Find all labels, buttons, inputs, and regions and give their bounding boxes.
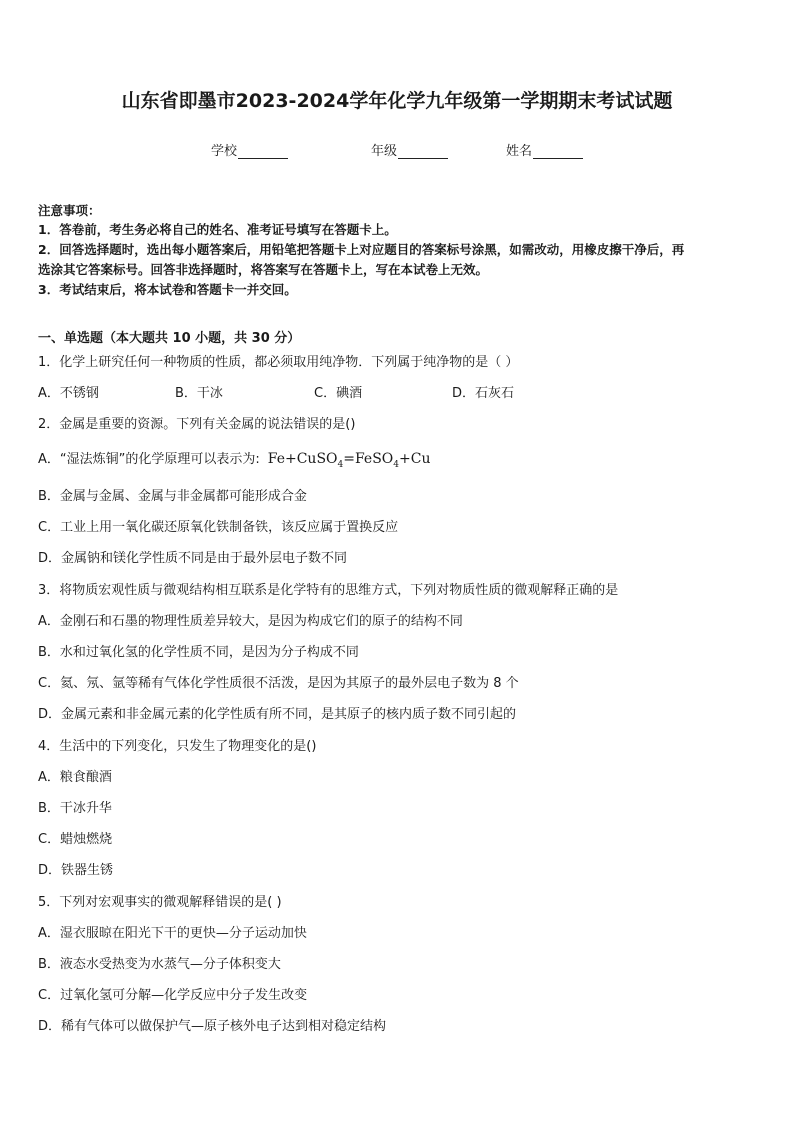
instruction-item: 3．考试结束后，将本试卷和答题卡一并交回。 xyxy=(38,282,297,297)
option-d[interactable]: D．稀有气体可以做保护气—原子核外电子达到相对稳定结构 xyxy=(38,1019,387,1034)
option-c[interactable]: C．碘酒 xyxy=(314,386,363,401)
instruction-item: 2．回答选择题时，选出每小题答案后，用铅笔把答题卡上对应题目的答案标号涂黑，如需改动，用橡皮擦干净后，再 xyxy=(38,242,685,257)
question-1-stem: 1．化学上研究任何一种物质的性质，都必须取用纯净物．下列属于纯净物的是（ ） xyxy=(38,355,519,370)
option-d[interactable]: D．金属元素和非金属元素的化学性质有所不同，是其原子的核内质子数不同引起的 xyxy=(38,707,517,722)
student-info-fields xyxy=(0,140,794,160)
option-c[interactable]: C．氦、氖、氩等稀有气体化学性质很不活泼，是因为其原子的最外层电子数为 8 个 xyxy=(38,676,519,691)
grade-field xyxy=(371,140,448,159)
option-c[interactable]: C．过氧化氢可分解—化学反应中分子发生改变 xyxy=(38,988,308,1003)
option-a[interactable] xyxy=(38,450,431,474)
question-4-stem: 4．生活中的下列变化，只发生了物理变化的是() xyxy=(38,739,317,754)
option-a[interactable]: A．金刚石和石墨的物理性质差异较大，是因为构成它们的原子的结构不同 xyxy=(38,614,463,629)
option-a[interactable]: A．湿衣服晾在阳光下干的更快—分子运动加快 xyxy=(38,926,307,941)
option-c[interactable]: C．工业上用一氧化碳还原氧化铁制备铁，该反应属于置换反应 xyxy=(38,520,399,535)
option-a-text: A．“湿法炼铜”的化学原理可以表示为: xyxy=(38,452,260,467)
instruction-item: 1．答卷前，考生务必将自己的姓名、准考证号填写在答题卡上。 xyxy=(38,222,397,237)
option-a[interactable]: A．粮食酿酒 xyxy=(38,770,112,785)
grade-label: 年级 xyxy=(371,144,398,159)
instruction-item: 选涂其它答案标号。回答非选择题时，将答案写在答题卡上，写在本试卷上无效。 xyxy=(38,262,489,277)
option-b[interactable]: B．金属与金属、金属与非金属都可能形成合金 xyxy=(38,489,307,504)
name-blank[interactable] xyxy=(533,145,583,159)
page-title: 山东省即墨市2023-2024学年化学九年级第一学期期末考试试题 xyxy=(121,90,673,112)
name-label: 姓名 xyxy=(506,144,533,159)
school-blank[interactable] xyxy=(238,145,288,159)
option-d[interactable]: D．铁器生锈 xyxy=(38,863,114,878)
question-5-stem: 5．下列对宏观事实的微观解释错误的是( ) xyxy=(38,895,282,910)
option-c[interactable]: C．蜡烛燃烧 xyxy=(38,832,113,847)
section-heading: 一、单选题（本大题共 10 小题，共 30 分） xyxy=(38,331,301,346)
option-b[interactable]: B．液态水受热变为水蒸气—分子体积变大 xyxy=(38,957,281,972)
option-a[interactable]: A．不锈钢 xyxy=(38,386,99,401)
instructions-heading: 注意事项： xyxy=(38,203,101,218)
question-3-stem: 3．将物质宏观性质与微观结构相互联系是化学特有的思维方式，下列对物质性质的微观解释正确的是 xyxy=(38,583,619,598)
grade-blank[interactable] xyxy=(398,145,448,159)
name-field xyxy=(506,140,583,159)
school-field xyxy=(211,140,288,159)
school-label: 学校 xyxy=(211,144,238,159)
chemical-equation: Fe+CuSO$_4$=FeSO$_4$+Cu xyxy=(267,451,431,470)
question-2-stem: 2．金属是重要的资源。下列有关金属的说法错误的是() xyxy=(38,417,356,432)
option-b[interactable]: B．水和过氧化氢的化学性质不同，是因为分子构成不同 xyxy=(38,645,359,660)
instructions xyxy=(38,201,760,300)
option-d[interactable]: D．石灰石 xyxy=(452,386,515,401)
option-b[interactable]: B．干冰升华 xyxy=(38,801,112,816)
option-d[interactable]: D．金属钠和镁化学性质不同是由于最外层电子数不同 xyxy=(38,551,348,566)
option-b[interactable]: B．干冰 xyxy=(175,386,223,401)
